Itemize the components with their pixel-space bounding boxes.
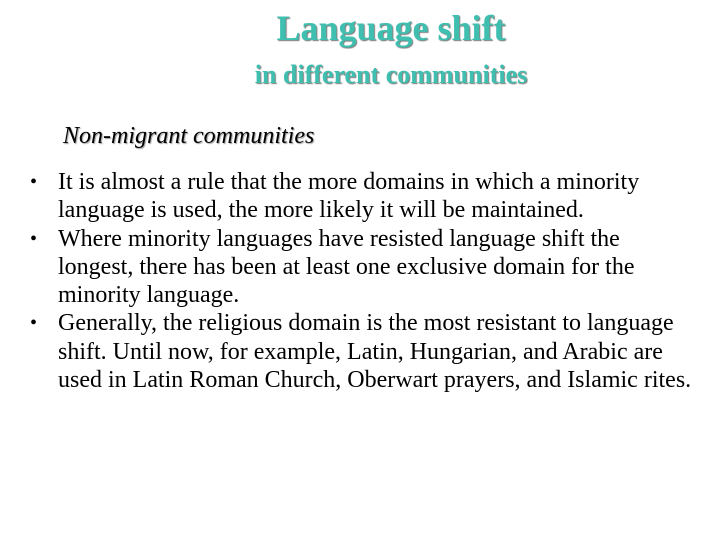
slide-subtitle: in different communities xyxy=(254,60,528,89)
bullet-marker: • xyxy=(30,312,38,335)
slide-title: Language shift xyxy=(276,8,506,48)
bullet-text: It is almost a rule that the more domains in which a minority language is used, the more likely it will be maintained. xyxy=(58,169,640,224)
bullet-list xyxy=(0,168,700,394)
bullet-marker: • xyxy=(30,171,38,193)
bullet-item xyxy=(0,168,700,225)
bullet-text: Where minority languages have resisted language shift the longest, there has been at least one exclusive domain for the minority language. xyxy=(58,225,635,309)
section-heading: Non-migrant communities xyxy=(63,123,315,149)
bullet-marker: • xyxy=(30,227,38,250)
bullet-item xyxy=(0,225,700,310)
bullet-item xyxy=(0,309,700,394)
bullet-text: Generally, the religious domain is the most resistant to language shift. Until now, for example, Latin, Hungarian, and Arabic are used in Latin Roman Church, Oberwart prayers, and Islamic rites. xyxy=(58,310,692,394)
